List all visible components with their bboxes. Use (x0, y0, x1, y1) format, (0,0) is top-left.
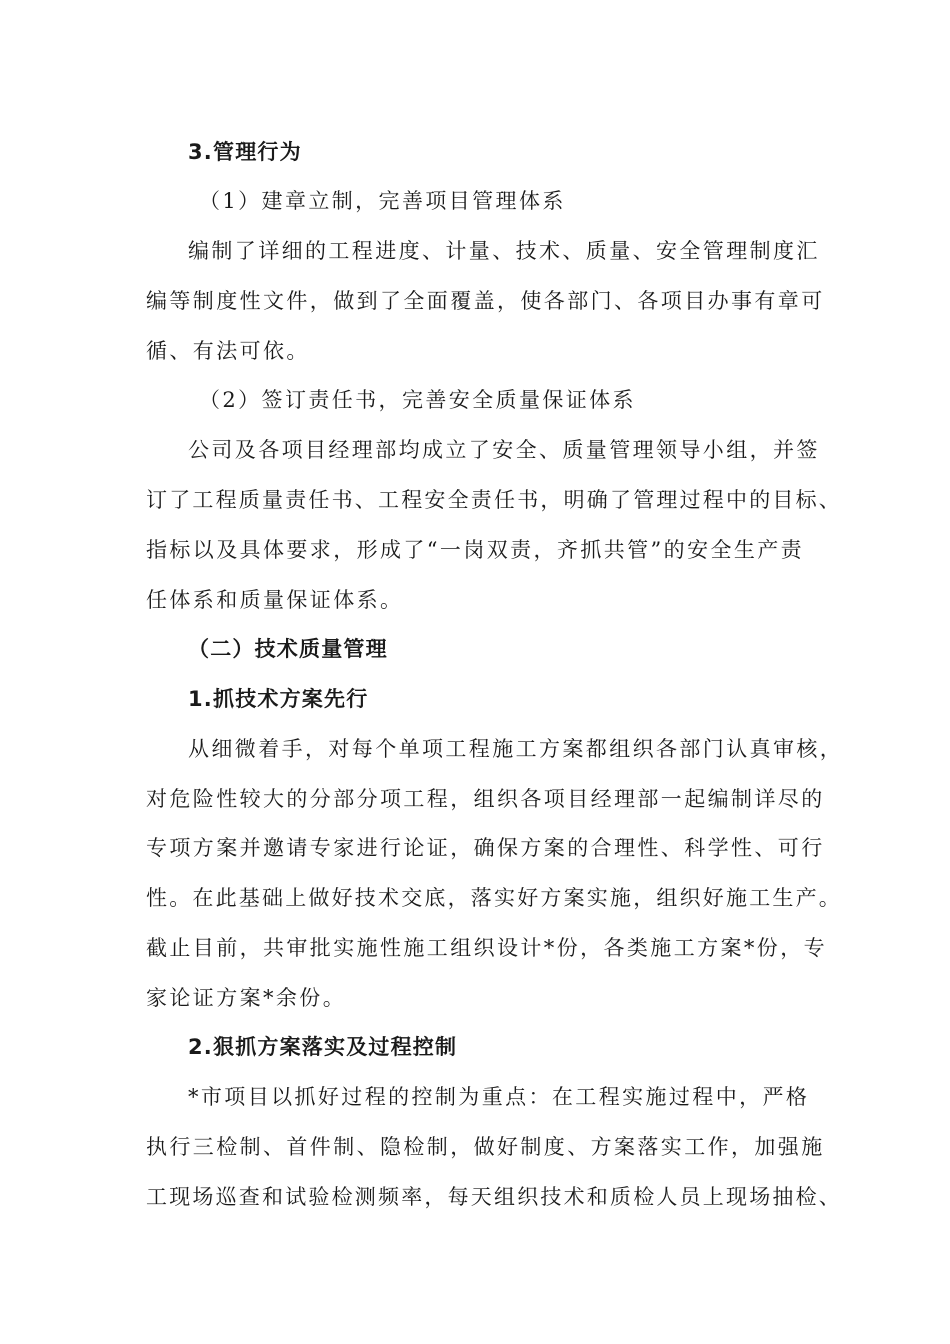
paragraph-line: 执行三检制、首件制、隐检制，做好制度、方案落实工作，加强施 (146, 1135, 825, 1159)
paragraph-line: 编等制度性文件，做到了全面覆盖，使各部门、各项目办事有章可 (146, 289, 825, 313)
paragraph-line: 编制了详细的工程进度、计量、技术、质量、安全管理制度汇 (188, 239, 820, 263)
paragraph-line: 任体系和质量保证体系。 (146, 588, 404, 612)
heading-technical-plan: 1.抓技术方案先行 (188, 687, 369, 711)
paragraph-line: 家论证方案*余份。 (146, 986, 347, 1010)
paragraph-line: 从细微着手，对每个单项工程施工方案都组织各部门认真审核， (188, 737, 844, 761)
paragraph-line: 公司及各项目经理部均成立了安全、质量管理领导小组，并签 (188, 438, 820, 462)
paragraph-line: 工现场巡查和试验检测频率，每天组织技术和质检人员上现场抽检、 (146, 1185, 842, 1209)
heading-technical-quality: （二）技术质量管理 (188, 637, 388, 661)
paragraph-line: 截止目前，共审批实施性施工组织设计*份，各类施工方案*份，专 (146, 936, 827, 960)
paragraph-line: 对危险性较大的分部分项工程，组织各项目经理部一起编制详尽的 (146, 787, 825, 811)
subheading-responsibility: （2）签订责任书，完善安全质量保证体系 (199, 388, 636, 412)
paragraph-line: 专项方案并邀请专家进行论证，确保方案的合理性、科学性、可行 (146, 836, 825, 860)
subheading-rules: （1）建章立制，完善项目管理体系 (199, 189, 566, 213)
paragraph-line: *市项目以抓好过程的控制为重点：在工程实施过程中，严格 (188, 1085, 810, 1109)
paragraph-line: 循、有法可依。 (146, 339, 310, 363)
paragraph-line: 订了工程质量责任书、工程安全责任书，明确了管理过程中的目标、 (146, 488, 842, 512)
heading-process-control: 2.狠抓方案落实及过程控制 (188, 1035, 458, 1059)
paragraph-line: 指标以及具体要求，形成了“一岗双责，齐抓共管”的安全生产责 (146, 538, 805, 562)
paragraph-line: 性。在此基础上做好技术交底，落实好方案实施，组织好施工生产。 (146, 886, 842, 910)
heading-management-behavior: 3.管理行为 (188, 140, 302, 164)
